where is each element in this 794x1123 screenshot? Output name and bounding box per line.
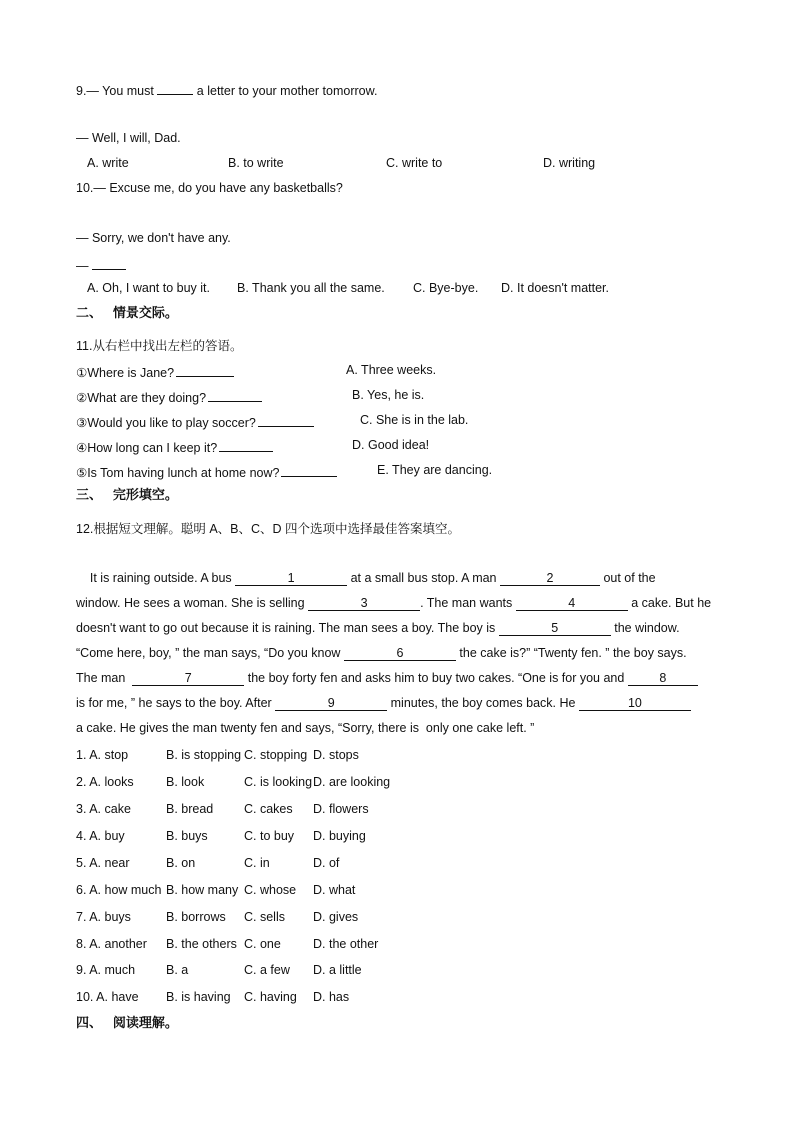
match-right-b: B. Yes, he is. bbox=[352, 388, 425, 402]
choice-8-a[interactable]: 8. A. another bbox=[76, 937, 147, 951]
passage-line-2: window. He sees a woman. She is selling 3 . The man wants 4 a cake. But he bbox=[76, 596, 712, 610]
match-left-1: ①Where is Jane? bbox=[76, 362, 234, 381]
match-right-d: D. Good idea! bbox=[352, 438, 430, 452]
choice-6-a[interactable]: 6. A. how much bbox=[76, 883, 162, 897]
choice-8-d[interactable]: D. the other bbox=[313, 937, 379, 951]
choice-4-b[interactable]: B. buys bbox=[166, 829, 208, 843]
passage-line-5: The man 7 the boy forty fen and asks him to buy two cakes. “One is for you and 8 bbox=[76, 670, 698, 686]
section3-instruction: 12.根据短文理解。聪明 A、B、C、D 四个选项中选择最佳答案填空。 bbox=[76, 522, 461, 536]
match-left-5: ⑤Is Tom having lunch at home now? bbox=[76, 462, 337, 481]
choice-10-b[interactable]: B. is having bbox=[166, 990, 231, 1004]
choice-9-d[interactable]: D. a little bbox=[313, 963, 362, 977]
q10-answer-line bbox=[76, 255, 126, 274]
cloze-blank-3[interactable]: 3 bbox=[308, 596, 420, 611]
choice-7-d[interactable]: D. gives bbox=[313, 910, 359, 924]
q10-option-d[interactable]: D. It doesn't matter. bbox=[501, 281, 609, 295]
match-blank-2[interactable] bbox=[208, 387, 262, 402]
choice-2-a[interactable]: 2. A. looks bbox=[76, 775, 134, 789]
q10-blank[interactable] bbox=[92, 255, 126, 270]
q9-reply: — Well, I will, Dad. bbox=[76, 131, 181, 145]
choice-6-c[interactable]: C. whose bbox=[244, 883, 297, 897]
choice-1-a[interactable]: 1. A. stop bbox=[76, 748, 129, 762]
q9-stem bbox=[76, 80, 377, 99]
cloze-blank-10[interactable]: 10 bbox=[579, 696, 691, 711]
choice-10-c[interactable]: C. having bbox=[244, 990, 297, 1004]
q10-dash: — bbox=[76, 259, 92, 273]
cloze-blank-6[interactable]: 6 bbox=[344, 646, 456, 661]
choice-4-d[interactable]: D. buying bbox=[313, 829, 366, 843]
match-left-2: ②What are they doing? bbox=[76, 387, 262, 406]
section3-heading: 三、 完形填空。 bbox=[76, 487, 178, 502]
choice-2-b[interactable]: B. look bbox=[166, 775, 205, 789]
match-blank-3[interactable] bbox=[258, 412, 314, 427]
cloze-blank-8[interactable]: 8 bbox=[628, 671, 698, 686]
choice-7-c[interactable]: C. sells bbox=[244, 910, 285, 924]
passage-line-6: is for me, ” he says to the boy. After 9 minutes, the boy comes back. He 10 bbox=[76, 695, 691, 711]
choice-9-b[interactable]: B. a bbox=[166, 963, 189, 977]
q10-option-a[interactable]: A. Oh, I want to buy it. bbox=[87, 281, 210, 295]
section2-instruction: 11.从右栏中找出左栏的答语。 bbox=[76, 339, 243, 353]
q10-reply: — Sorry, we don't have any. bbox=[76, 231, 231, 245]
q9-blank[interactable] bbox=[157, 80, 193, 95]
choice-4-a[interactable]: 4. A. buy bbox=[76, 829, 125, 843]
choice-6-d[interactable]: D. what bbox=[313, 883, 356, 897]
choice-8-c[interactable]: C. one bbox=[244, 937, 281, 951]
q9-stem-before: 9.— You must bbox=[76, 84, 158, 98]
q9-option-a[interactable]: A. write bbox=[87, 156, 129, 170]
choice-1-b[interactable]: B. is stopping bbox=[166, 748, 242, 762]
cloze-blank-4[interactable]: 4 bbox=[516, 596, 628, 611]
choice-5-a[interactable]: 5. A. near bbox=[76, 856, 130, 870]
q10-stem: 10.— Excuse me, do you have any basketballs? bbox=[76, 181, 343, 195]
match-right-a: A. Three weeks. bbox=[346, 363, 437, 377]
section2-heading: 二、 情景交际。 bbox=[76, 305, 178, 320]
match-right-c: C. She is in the lab. bbox=[360, 413, 469, 427]
cloze-blank-2[interactable]: 2 bbox=[500, 571, 600, 586]
q10-option-b[interactable]: B. Thank you all the same. bbox=[237, 281, 385, 295]
cloze-blank-7[interactable]: 7 bbox=[132, 671, 244, 686]
choice-1-c[interactable]: C. stopping bbox=[244, 748, 308, 762]
passage-line-7: a cake. He gives the man twenty fen and says, “Sorry, there is only one cake left. ” bbox=[76, 721, 535, 735]
choice-3-a[interactable]: 3. A. cake bbox=[76, 802, 131, 816]
q9-option-c[interactable]: C. write to bbox=[386, 156, 443, 170]
choice-10-a[interactable]: 10. A. have bbox=[76, 990, 139, 1004]
choice-5-d[interactable]: D. of bbox=[313, 856, 340, 870]
match-right-e: E. They are dancing. bbox=[377, 463, 493, 477]
q10-option-c[interactable]: C. Bye-bye. bbox=[413, 281, 479, 295]
match-blank-5[interactable] bbox=[281, 462, 337, 477]
q9-stem-after: a letter to your mother tomorrow. bbox=[193, 84, 378, 98]
passage-line-3: doesn't want to go out because it is raining. The man sees a boy. The boy is 5 the window. bbox=[76, 621, 680, 635]
choice-9-a[interactable]: 9. A. much bbox=[76, 963, 136, 977]
cloze-blank-5[interactable]: 5 bbox=[499, 621, 611, 636]
choice-3-c[interactable]: C. cakes bbox=[244, 802, 293, 816]
choice-5-b[interactable]: B. on bbox=[166, 856, 196, 870]
choice-3-b[interactable]: B. bread bbox=[166, 802, 214, 816]
choice-7-a[interactable]: 7. A. buys bbox=[76, 910, 131, 924]
section4-heading: 四、 阅读理解。 bbox=[76, 1015, 178, 1030]
choice-2-c[interactable]: C. is looking bbox=[244, 775, 313, 789]
passage-line-1: It is raining outside. A bus 1 at a small bus stop. A man 2 out of the bbox=[76, 571, 656, 585]
cloze-blank-1[interactable]: 1 bbox=[235, 571, 347, 586]
match-left-4: ④How long can I keep it? bbox=[76, 437, 273, 456]
choice-7-b[interactable]: B. borrows bbox=[166, 910, 226, 924]
match-blank-1[interactable] bbox=[176, 362, 234, 377]
choice-10-d[interactable]: D. has bbox=[313, 990, 350, 1004]
q9-option-d[interactable]: D. writing bbox=[543, 156, 596, 170]
choice-6-b[interactable]: B. how many bbox=[166, 883, 239, 897]
choice-5-c[interactable]: C. in bbox=[244, 856, 270, 870]
choice-4-c[interactable]: C. to buy bbox=[244, 829, 295, 843]
choice-2-d[interactable]: D. are looking bbox=[313, 775, 391, 789]
q9-option-b[interactable]: B. to write bbox=[228, 156, 284, 170]
cloze-blank-9[interactable]: 9 bbox=[275, 696, 387, 711]
choice-9-c[interactable]: C. a few bbox=[244, 963, 290, 977]
passage-line-4: “Come here, boy, ” the man says, “Do you know 6 the cake is?” “Twenty fen. ” the boy says. bbox=[76, 646, 687, 660]
choice-1-d[interactable]: D. stops bbox=[313, 748, 359, 762]
match-blank-4[interactable] bbox=[219, 437, 273, 452]
choice-3-d[interactable]: D. flowers bbox=[313, 802, 369, 816]
choice-8-b[interactable]: B. the others bbox=[166, 937, 237, 951]
match-left-3: ③Would you like to play soccer? bbox=[76, 412, 314, 431]
